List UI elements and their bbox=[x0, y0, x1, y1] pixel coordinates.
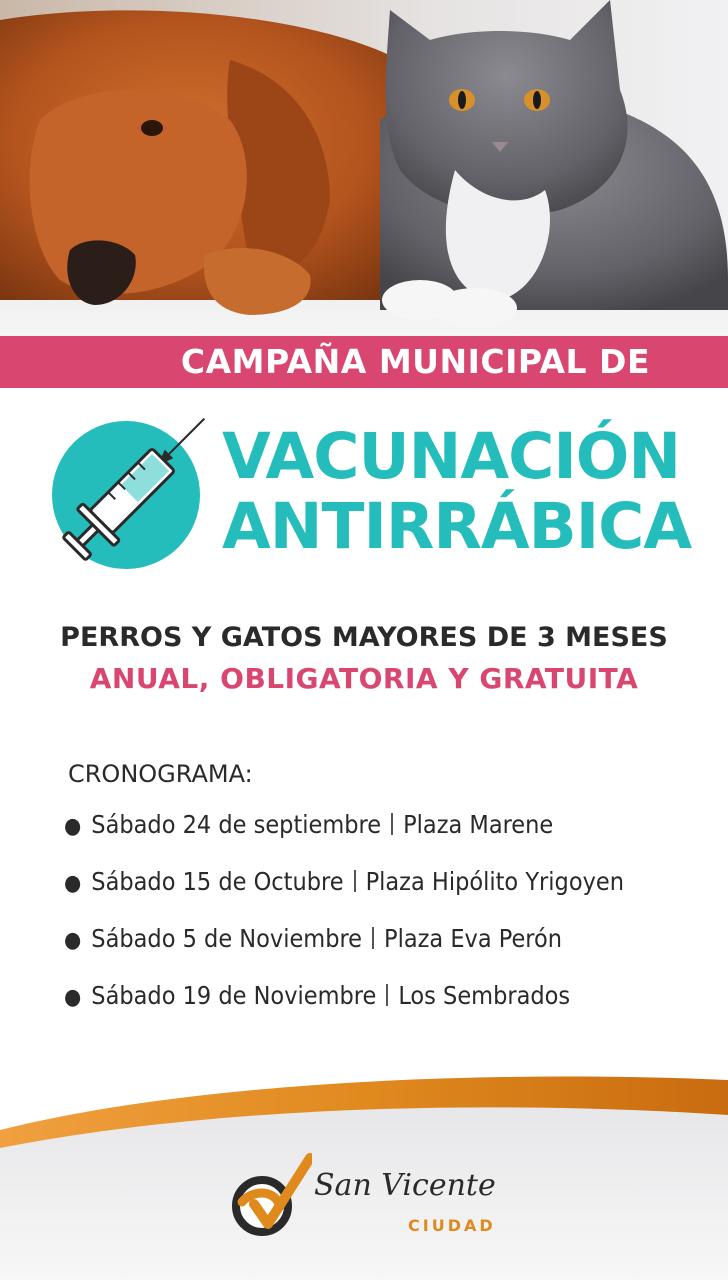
san-vicente-logo bbox=[232, 1150, 512, 1250]
banner-text: CAMPAÑA MUNICIPAL DE bbox=[180, 342, 650, 381]
bullet-icon: ● bbox=[64, 871, 82, 896]
schedule-item bbox=[64, 981, 704, 1038]
separator bbox=[386, 984, 388, 1006]
separator bbox=[391, 813, 393, 835]
schedule-place: Plaza Marene bbox=[403, 810, 554, 839]
hero-photo bbox=[0, 0, 728, 336]
schedule-heading: CRONOGRAMA: bbox=[68, 760, 253, 788]
bullet-icon: ● bbox=[64, 985, 82, 1010]
schedule-date: Sábado 19 de Noviembre bbox=[91, 981, 377, 1010]
schedule-place: Plaza Eva Perón bbox=[384, 924, 562, 953]
schedule-item bbox=[64, 867, 704, 924]
title-line-1: VACUNACIÓN bbox=[222, 420, 681, 493]
syringe-icon bbox=[38, 410, 218, 580]
logo-mark-icon bbox=[232, 1150, 312, 1240]
schedule-place: Los Sembrados bbox=[398, 981, 571, 1010]
schedule-list bbox=[64, 810, 704, 1038]
separator bbox=[372, 927, 374, 949]
campaign-conditions-text: ANUAL, OBLIGATORIA Y GRATUITA bbox=[89, 662, 639, 695]
title-line-2: ANTIRRÁBICA bbox=[222, 490, 692, 563]
schedule-item bbox=[64, 810, 704, 867]
logo-sub: CIUDAD bbox=[408, 1216, 496, 1235]
separator bbox=[354, 870, 356, 892]
logo-name: San Vicente bbox=[314, 1168, 496, 1203]
target-animals-text: PERROS Y GATOS MAYORES DE 3 MESES bbox=[60, 622, 668, 653]
schedule-date: Sábado 5 de Noviembre bbox=[91, 924, 363, 953]
schedule-date: Sábado 15 de Octubre bbox=[91, 867, 344, 896]
schedule-place: Plaza Hipólito Yrigoyen bbox=[365, 867, 624, 896]
bullet-icon: ● bbox=[64, 928, 82, 953]
schedule-item bbox=[64, 924, 704, 981]
schedule-date: Sábado 24 de septiembre bbox=[91, 810, 382, 839]
campaign-banner bbox=[0, 336, 728, 388]
page-title bbox=[222, 422, 692, 562]
bullet-icon: ● bbox=[64, 814, 82, 839]
